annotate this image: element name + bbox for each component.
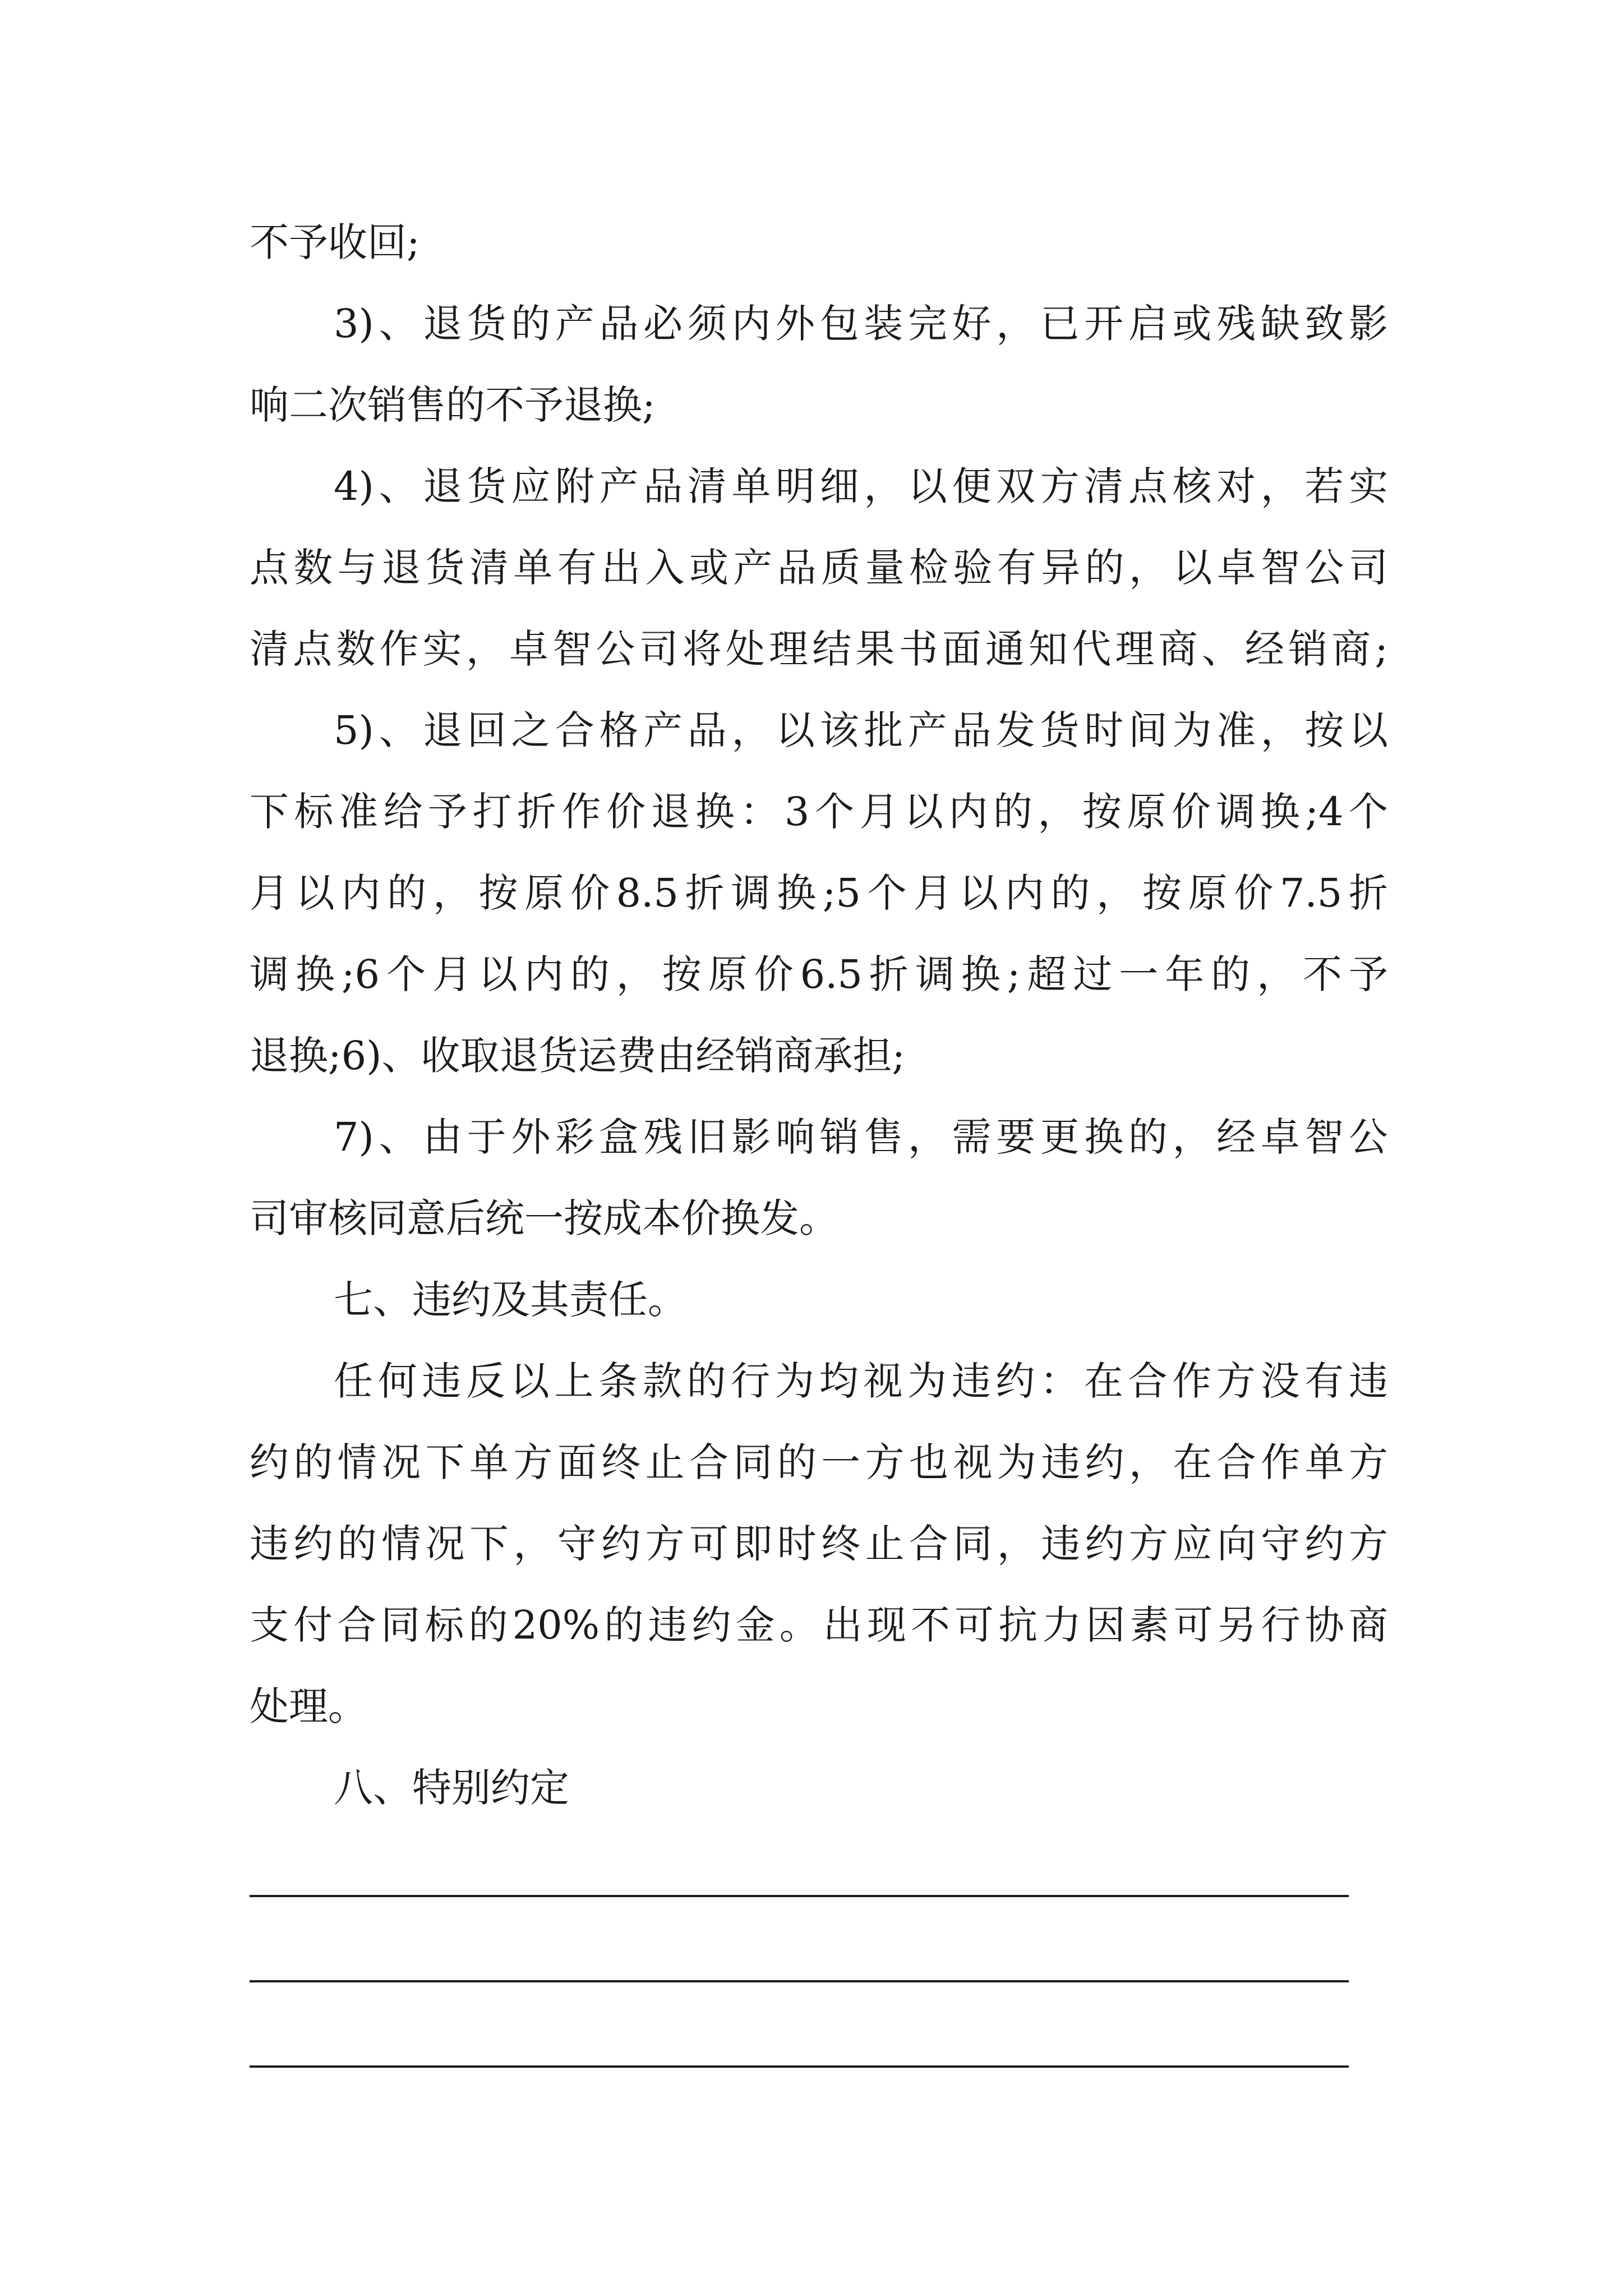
text-line: 3)、退货的产品必须内外包装完好，已开启或残缺致影: [334, 301, 1388, 347]
blank-line: [250, 1982, 1349, 2068]
text-line: 7)、由于外彩盒残旧影响销售，需要更换的，经卓智公: [334, 1114, 1388, 1160]
text-line: 司审核同意后统一按成本价换发。: [250, 1195, 838, 1241]
text-line: 5)、退回之合格产品，以该批产品发货时间为准，按以: [334, 707, 1388, 753]
document-body: [250, 202, 1388, 1829]
text-line: 不予收回;: [250, 219, 420, 265]
text-line: 处理。: [250, 1683, 367, 1729]
text-line: 任何违反以上条款的行为均视为违约：在合作方没有违: [334, 1358, 1388, 1404]
text-line: 约的情况下单方面终止合同的一方也视为违约，在合作单方: [250, 1439, 1388, 1485]
special-agreement-blank-lines: [250, 1812, 1349, 2068]
text-line: 4)、退货应附产品清单明细，以便双方清点核对，若实: [334, 463, 1388, 509]
text-line: 调换;6个月以内的，按原价6.5折调换;超过一年的，不予: [250, 951, 1388, 997]
blank-line: [250, 1897, 1349, 1982]
text-line: 七、违约及其责任。: [334, 1277, 687, 1323]
text-line: 月以内的，按原价8.5折调换;5个月以内的，按原价7.5折: [250, 870, 1388, 916]
text-line: 退换;6)、收取退货运费由经销商承担;: [250, 1033, 906, 1079]
text-line: 违约的情况下，守约方可即时终止合同，违约方应向守约方: [250, 1521, 1388, 1567]
text-line: 下标准给予打折作价退换：3个月以内的，按原价调换;4个: [250, 789, 1388, 835]
text-line: 点数与退货清单有出入或产品质量检验有异的，以卓智公司: [250, 545, 1388, 591]
text-line: 清点数作实，卓智公司将处理结果书面通知代理商、经销商;: [250, 626, 1388, 672]
text-line: 八、特别约定: [334, 1765, 569, 1811]
blank-line: [250, 1812, 1349, 1897]
text-line: 响二次销售的不予退换;: [250, 382, 656, 428]
text-line: 支付合同标的20%的违约金。出现不可抗力因素可另行协商: [250, 1602, 1388, 1648]
